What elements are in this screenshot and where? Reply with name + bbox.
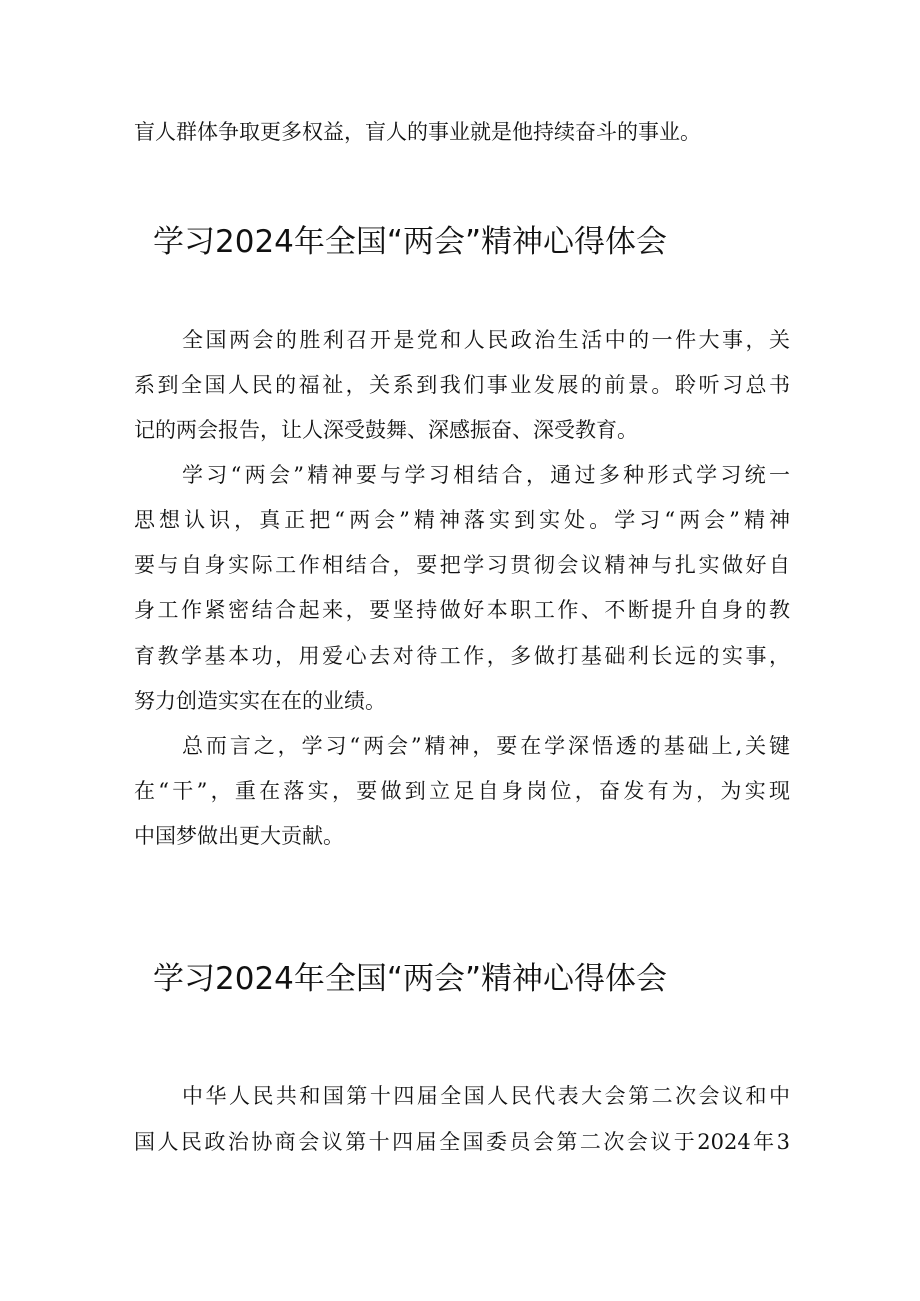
section2-p1-line: 国人民政治协商会议第十四届全国委员会第二次会议于2024年3 xyxy=(134,1130,790,1154)
section1-p3-line: 总而言之，学习“两会”精神，要在学深悟透的基础上,关键 xyxy=(182,734,790,758)
section1-p2-line: 身工作紧密结合起来，要坚持做好本职工作、不断提升自身的教 xyxy=(134,598,790,622)
section1-p2-line: 思想认识，真正把“两会”精神落实到实处。学习“两会”精神 xyxy=(134,508,790,532)
section1-title: 学习2024年全国“两会”精神心得体会 xyxy=(153,224,668,260)
section1-p1-line: 全国两会的胜利召开是党和人民政治生活中的一件大事，关 xyxy=(182,328,790,352)
section1-p3-line: 中国梦做出更大贡献。 xyxy=(134,824,344,848)
section2-title: 学习2024年全国“两会”精神心得体会 xyxy=(153,961,668,997)
section2-p1-line: 中华人民共和国第十四届全国人民代表大会第二次会议和中 xyxy=(182,1084,790,1108)
section1-p2-line: 学习“两会”精神要与学习相结合，通过多种形式学习统一 xyxy=(182,463,790,487)
section1-p2-line: 努力创造实实在在的业绩。 xyxy=(134,689,386,713)
section1-p1-line: 系到全国人民的福祉，关系到我们事业发展的前景。聆听习总书 xyxy=(134,373,790,397)
section1-p2-line: 要与自身实际工作相结合，要把学习贯彻会议精神与扎实做好自 xyxy=(134,553,790,577)
section1-p3-line: 在“干”，重在落实，要做到立足自身岗位，奋发有为，为实现 xyxy=(134,779,790,803)
section1-p2-line: 育教学基本功，用爱心去对待工作，多做打基础利长远的实事， xyxy=(134,644,790,668)
intro-tail-line: 盲人群体争取更多权益，盲人的事业就是他持续奋斗的事业。 xyxy=(134,120,701,144)
section1-p1-line: 记的两会报告，让人深受鼓舞、深感振奋、深受教育。 xyxy=(134,418,638,442)
